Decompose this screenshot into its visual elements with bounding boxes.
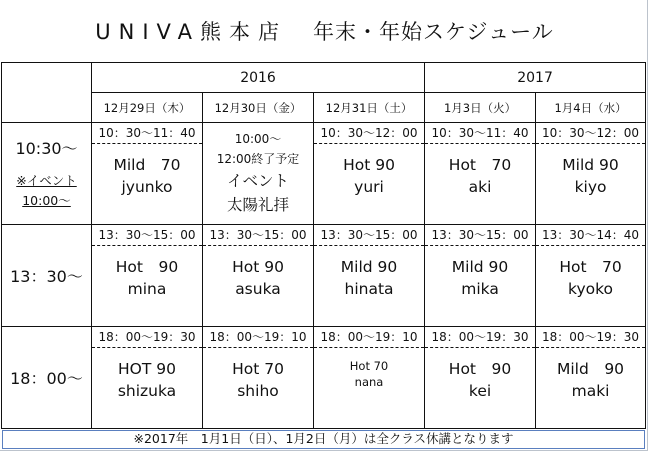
closure-notice: ※2017年 1月1日（日）、1月2日（月）は全クラス休講となります — [2, 430, 645, 449]
class-time: 13：30〜15：00 — [203, 225, 313, 246]
slot-time-label — [2, 327, 92, 429]
class-name: Hot 90 — [115, 258, 179, 277]
year-2016-header: 2016 — [92, 63, 425, 93]
class-name: HOT 90 — [118, 360, 176, 379]
instructor-name: asuka — [235, 280, 281, 299]
schedule-cell — [92, 123, 203, 225]
date-header: 12月31日（土） — [314, 93, 425, 123]
class-name: Mild 70 — [113, 156, 181, 175]
event-note: ※イベント — [16, 173, 77, 189]
instructor-name: nana — [354, 375, 384, 390]
class-name: Hot 70 — [232, 360, 284, 379]
slot-row-afternoon — [2, 225, 646, 327]
instructor-name: maki — [571, 382, 610, 401]
class-name: Hot 70 — [349, 359, 389, 374]
class-time: 13：30〜15：00 — [92, 225, 202, 246]
class-time: 18：00〜19：30 — [425, 327, 535, 348]
slot-time-label — [2, 225, 92, 327]
schedule-cell — [92, 225, 203, 327]
instructor-name: aki — [468, 178, 492, 197]
event-name: 太陽礼拝 — [226, 196, 289, 215]
date-header-row — [2, 93, 646, 123]
slot-time: 18：00〜 — [10, 369, 83, 389]
schedule-cell — [203, 327, 314, 429]
class-time: 10：30〜11：40 — [425, 123, 535, 144]
year-2017-header: 2017 — [425, 63, 646, 93]
schedule-cell-event — [203, 123, 314, 225]
class-name: Mild 90 — [557, 360, 625, 379]
schedule-cell — [314, 327, 425, 429]
class-time: 18：00〜19：10 — [314, 327, 424, 348]
class-name: Hot 70 — [559, 258, 622, 277]
class-name: Mild 90 — [562, 156, 619, 175]
class-time: 18：00〜19：30 — [92, 327, 202, 348]
class-time: 18：00〜19：10 — [203, 327, 313, 348]
corner-cell — [2, 63, 92, 123]
schedule-cell — [536, 327, 646, 429]
date-header: 1月4日（水） — [536, 93, 646, 123]
schedule-table — [1, 62, 646, 429]
year-header-row — [2, 63, 646, 93]
schedule-cell — [203, 225, 314, 327]
instructor-name: shiho — [237, 382, 279, 401]
class-name: Hot 90 — [448, 360, 512, 379]
class-time: 10：30〜12：00 — [536, 123, 645, 144]
slot-time-label — [2, 123, 92, 225]
schedule-cell — [92, 327, 203, 429]
slot-time: 10:30〜 — [15, 139, 78, 159]
class-time: 10：30〜11：40 — [92, 123, 202, 144]
class-name: Mild 90 — [340, 258, 398, 277]
date-header: 1月3日（火） — [425, 93, 536, 123]
instructor-name: kyoko — [568, 280, 614, 299]
schedule-cell — [425, 225, 536, 327]
schedule-cell — [536, 123, 646, 225]
slot-row-morning — [2, 123, 646, 225]
instructor-name: kiyo — [574, 178, 607, 197]
schedule-cell — [425, 327, 536, 429]
schedule-subtitle: 年末・年始スケジュール — [312, 20, 554, 44]
class-time: 13：30〜15：00 — [425, 225, 535, 246]
date-header: 12月29日（木） — [92, 93, 203, 123]
slot-row-evening — [2, 327, 646, 429]
studio-name: UNIVA熊本店 — [95, 20, 287, 44]
event-end-time: 12:00終了予定 — [216, 152, 300, 167]
date-header: 12月30日（金） — [203, 93, 314, 123]
event-note-time: 10:00〜 — [22, 193, 71, 209]
schedule-cell — [314, 123, 425, 225]
instructor-name: shizuka — [117, 382, 177, 401]
instructor-name: kei — [468, 382, 492, 401]
class-time: 13：30〜14：40 — [536, 225, 645, 246]
class-name: Hot 90 — [343, 156, 395, 175]
class-name: Mild 90 — [451, 258, 509, 277]
event-label: イベント — [226, 172, 289, 191]
schedule-cell — [425, 123, 536, 225]
schedule-cell — [536, 225, 646, 327]
page-title — [0, 16, 649, 46]
class-time: 10：30〜12：00 — [314, 123, 424, 144]
instructor-name: yuri — [354, 178, 384, 197]
instructor-name: jyunko — [121, 178, 173, 197]
class-name: Hot 70 — [448, 156, 512, 175]
instructor-name: mika — [461, 280, 499, 299]
class-time: 13：30〜15：00 — [314, 225, 424, 246]
instructor-name: hinata — [344, 280, 394, 299]
instructor-name: mina — [127, 280, 167, 299]
class-time: 18：00〜19：30 — [536, 327, 645, 348]
event-start-time: 10:00〜 — [234, 132, 282, 147]
slot-time: 13：30〜 — [10, 267, 83, 287]
schedule-cell — [314, 225, 425, 327]
class-name: Hot 90 — [232, 258, 284, 277]
